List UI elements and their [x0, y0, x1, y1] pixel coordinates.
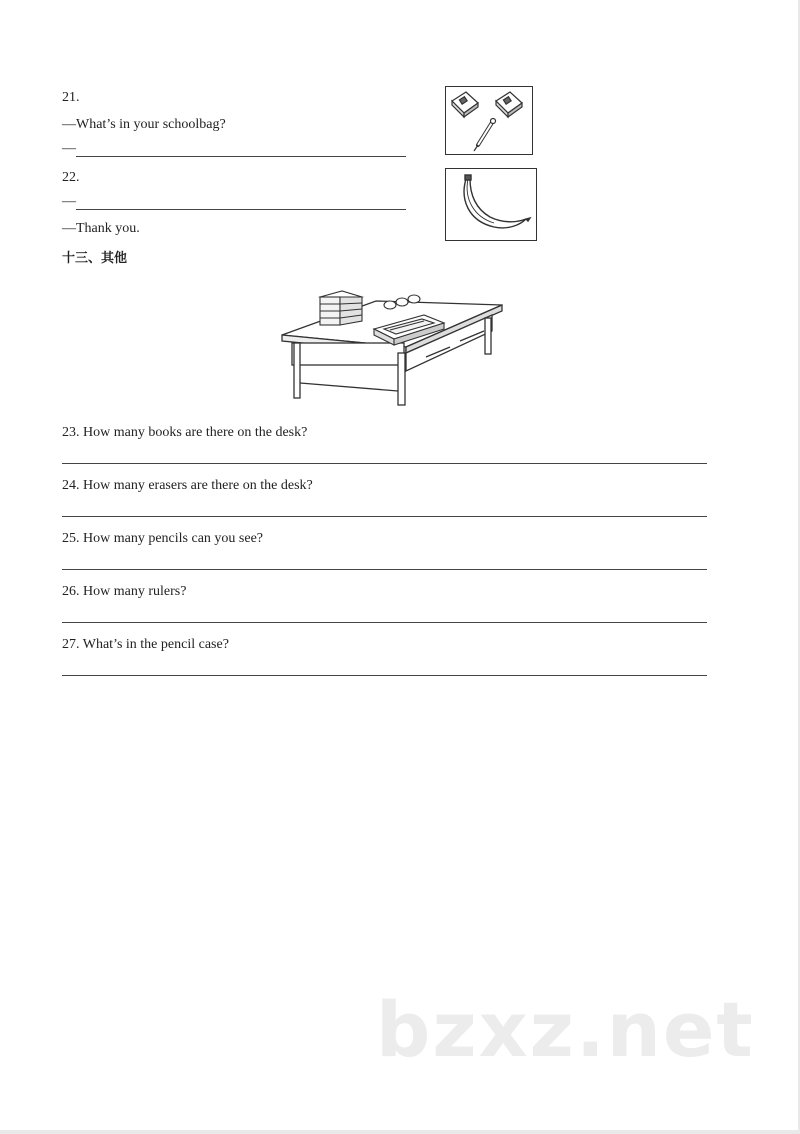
answer-line-23[interactable]: [62, 463, 707, 464]
book-icon: [496, 92, 522, 117]
banana-picture: [445, 168, 537, 241]
answer-line-21[interactable]: [76, 156, 406, 157]
pen-icon: [474, 119, 496, 152]
answer-line-26[interactable]: [62, 622, 707, 623]
answer-line-22[interactable]: [76, 209, 406, 210]
answer-line-24[interactable]: [62, 516, 707, 517]
question-24: 24. How many erasers are there on the desk?: [62, 478, 313, 493]
books-stack-icon: [320, 291, 362, 325]
section-heading: 十三、其他: [62, 251, 128, 266]
answer-line-27[interactable]: [62, 675, 707, 676]
answer-line-25[interactable]: [62, 569, 707, 570]
answer-dash-21: —: [62, 141, 76, 156]
answer-dash-22: —: [62, 194, 76, 209]
desk-picture: [278, 283, 508, 408]
desk-icon: [282, 301, 502, 405]
book-icon: [452, 92, 478, 117]
banana-icon: [464, 175, 530, 228]
watermark: bzxz.net: [376, 985, 755, 1074]
question-22-reply: —Thank you.: [62, 221, 140, 236]
question-21-number: 21.: [62, 90, 80, 105]
question-27: 27. What’s in the pencil case?: [62, 637, 229, 652]
schoolbag-items-picture: [445, 86, 533, 155]
question-23: 23. How many books are there on the desk?: [62, 425, 308, 440]
question-26: 26. How many rulers?: [62, 584, 187, 599]
question-25: 25. How many pencils can you see?: [62, 531, 263, 546]
question-21-text: —What’s in your schoolbag?: [62, 117, 226, 132]
question-22-number: 22.: [62, 170, 80, 185]
